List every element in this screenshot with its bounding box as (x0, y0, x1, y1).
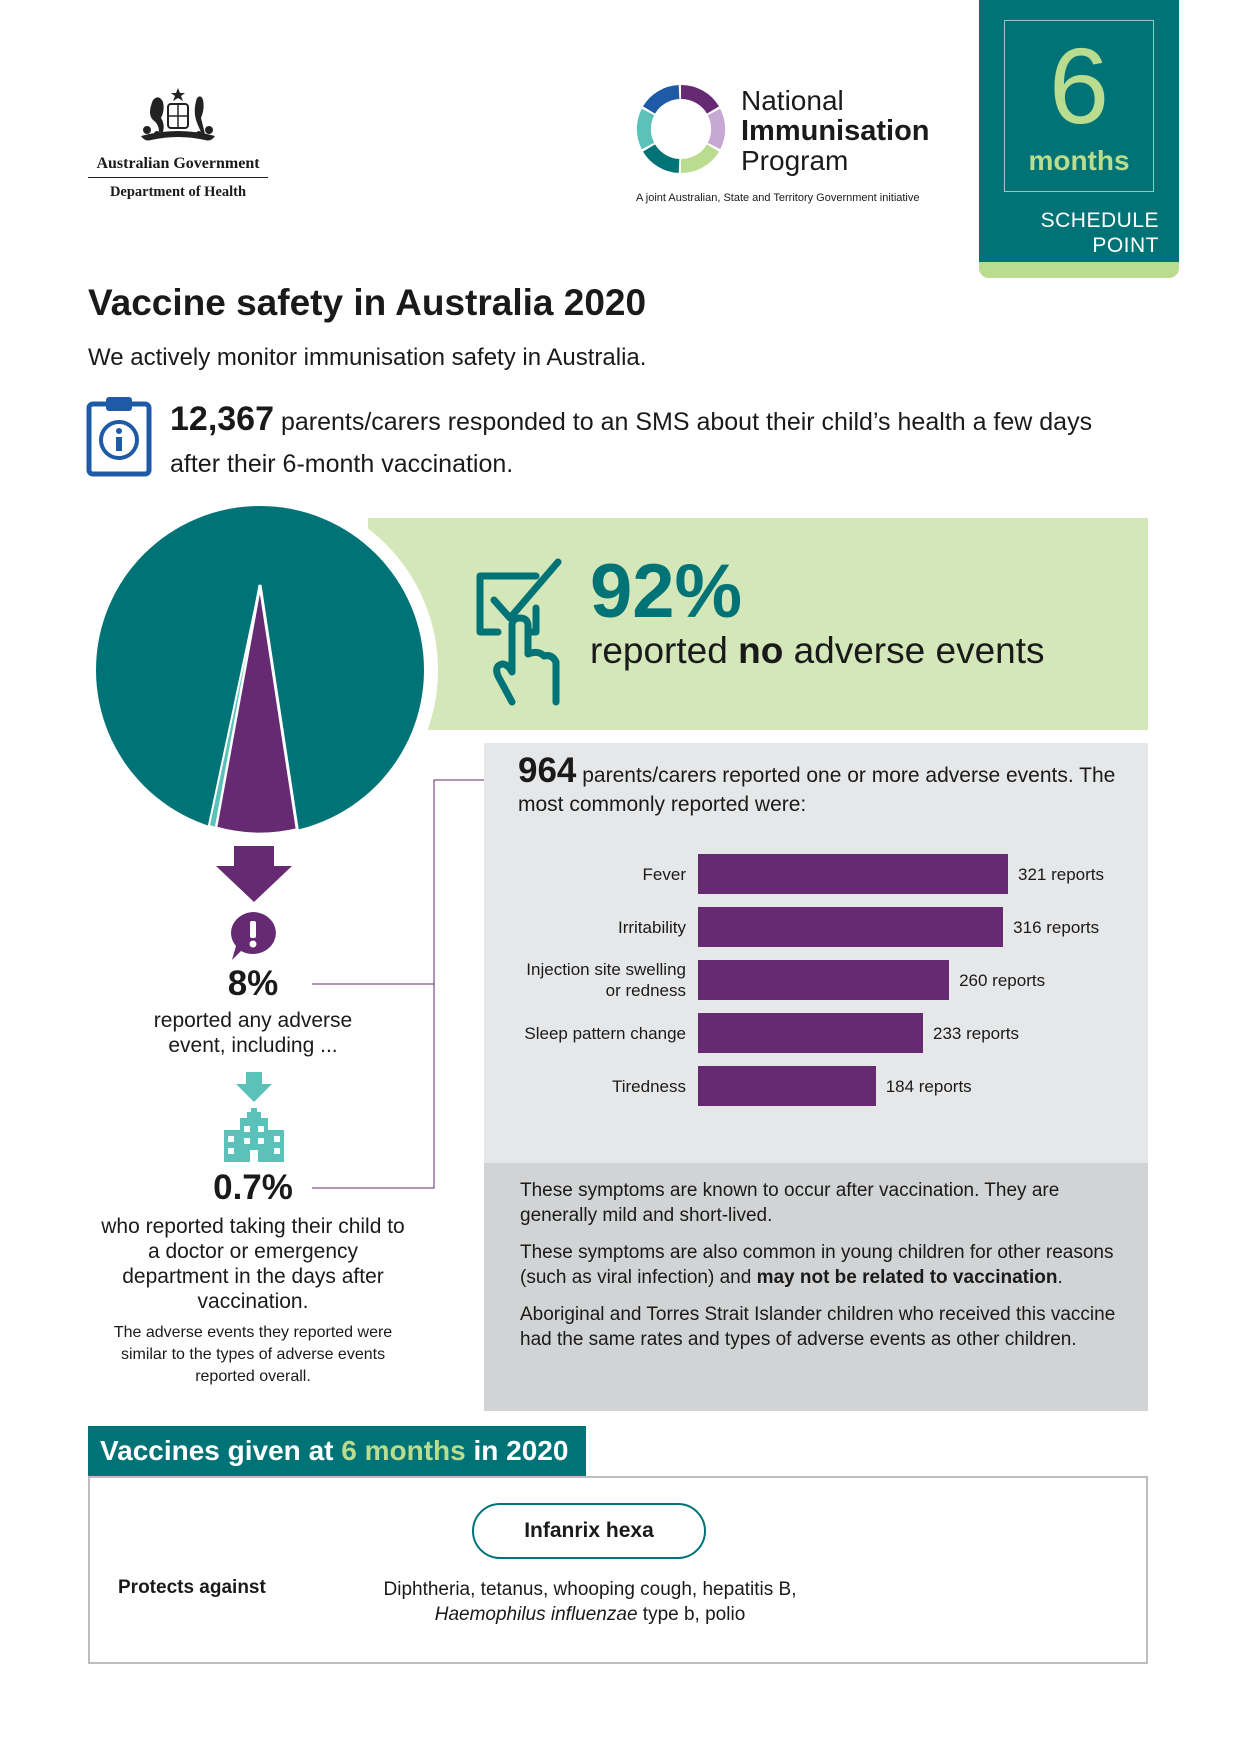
protects-italic: Haemophilus influenzae (434, 1604, 638, 1625)
survey-count: 12,367 (170, 400, 274, 438)
no-adverse-text-bold: no (738, 630, 784, 671)
coat-of-arms-icon (133, 86, 223, 148)
connector-lines (300, 770, 510, 1200)
nip-line-1: National (741, 85, 844, 116)
checkbox-hand-icon (476, 556, 566, 706)
doctor-small-text: The adverse events they reported were similar to the types of adverse events reported overall. (113, 1324, 393, 1385)
any-adverse-percentage: 8% (227, 964, 279, 1003)
vaccine-name-pill: Infanrix hexa (472, 1503, 706, 1559)
arrow-down-small-icon (236, 1072, 272, 1102)
no-adverse-percentage: 92% (590, 549, 743, 634)
nip-line-2: Immunisation (741, 115, 930, 147)
hospital-icon (222, 1108, 286, 1162)
survey-summary (170, 398, 1130, 485)
adverse-events-heading (518, 751, 1118, 819)
survey-text: parents/carers responded to an SMS about their child’s health a few days after their 6-month vaccination. (170, 408, 1093, 478)
vaccines-header-pre: Vaccines given at (100, 1435, 334, 1466)
australian-government-logo (88, 86, 268, 201)
alert-bubble-icon (228, 910, 278, 962)
bar-category-label: Injection site swelling or redness (526, 960, 686, 1000)
bar-value-label: 233 reports (933, 1024, 1019, 1043)
bar-category-label: Sleep pattern change (524, 1023, 686, 1043)
protects-line-1: Diphtheria, tetanus, whooping cough, hepatitis B, (383, 1579, 797, 1600)
nip-line-3: Program (741, 145, 849, 176)
protects-against-text (350, 1577, 830, 1627)
adverse-events-bar-chart (484, 840, 1148, 1140)
adverse-count: 964 (518, 751, 577, 790)
bar (698, 1013, 923, 1053)
badge-unit: months (1028, 145, 1130, 176)
badge-label (1041, 208, 1159, 258)
page-subtitle: We actively monitor immunisation safety in Australia. (88, 344, 647, 371)
no-adverse-text-pre: reported (590, 630, 728, 671)
nip-logo (636, 80, 946, 210)
bar-category-label: Fever (642, 864, 686, 884)
vaccines-header-post: in 2020 (473, 1435, 569, 1466)
schedule-point-badge (979, 0, 1179, 278)
protects-line-2-post: type b, polio (642, 1604, 746, 1625)
adverse-heading-text: parents/carers reported one or more adverse events. The most commonly reported were: (518, 764, 1116, 816)
badge-number: 6 (1048, 25, 1110, 146)
bar (698, 907, 1003, 947)
bar (698, 1066, 876, 1106)
doctor-percentage: 0.7% (213, 1168, 293, 1207)
no-adverse-text (590, 630, 1045, 672)
notes-paragraph-3: Aboriginal and Torres Strait Islander children who received this vaccine had the same rates and types of adverse events as other children. (520, 1304, 1116, 1350)
bar-category-label: Irritability (617, 917, 686, 937)
gov-name: Australian Government (88, 155, 268, 178)
notes-p2-post: . (1057, 1267, 1063, 1288)
doctor-block (88, 1168, 418, 1388)
gov-dept: Department of Health (109, 184, 247, 200)
any-adverse-text: reported any adverse event, including ... (153, 1009, 353, 1057)
nip-ring-icon (636, 84, 726, 176)
nip-tagline: A joint Australian, State and Territory Government initiative (636, 192, 920, 204)
badge-label-line-2: POINT (1092, 234, 1159, 257)
badge-label-line-1: SCHEDULE (1040, 209, 1159, 232)
notes-paragraph-1: These symptoms are known to occur after vaccination. They are generally mild and short-lived. (520, 1180, 1060, 1226)
arrow-down-icon (216, 846, 292, 902)
bar-value-label: 321 reports (1018, 865, 1104, 884)
notes-paragraph-2 (520, 1240, 1120, 1290)
page-title: Vaccine safety in Australia 2020 (88, 282, 647, 323)
bar (698, 960, 949, 1000)
bar (698, 854, 1008, 894)
bar-value-label: 316 reports (1013, 918, 1100, 937)
doctor-text: who reported taking their child to a doctor or emergency department in the days after vaccination. (101, 1215, 405, 1313)
protects-against-label: Protects against (118, 1577, 266, 1598)
notes-p2-pre: These symptoms are also common in young children for other reasons (such as viral infection) and (520, 1242, 1114, 1288)
bar-value-label: 260 reports (959, 971, 1046, 990)
vaccines-header (88, 1426, 586, 1476)
no-adverse-text-post: adverse events (793, 630, 1045, 671)
notes-p2-bold: may not be related to vaccination (756, 1267, 1058, 1288)
bar-value-label: 184 reports (885, 1077, 972, 1096)
badge-frame (1004, 20, 1154, 192)
vaccines-header-highlight: 6 months (341, 1435, 466, 1466)
bar-category-label: Tiredness (611, 1076, 686, 1096)
protects-line-2 (350, 1602, 830, 1627)
clipboard-info-icon (86, 394, 152, 478)
notes (520, 1178, 1120, 1364)
